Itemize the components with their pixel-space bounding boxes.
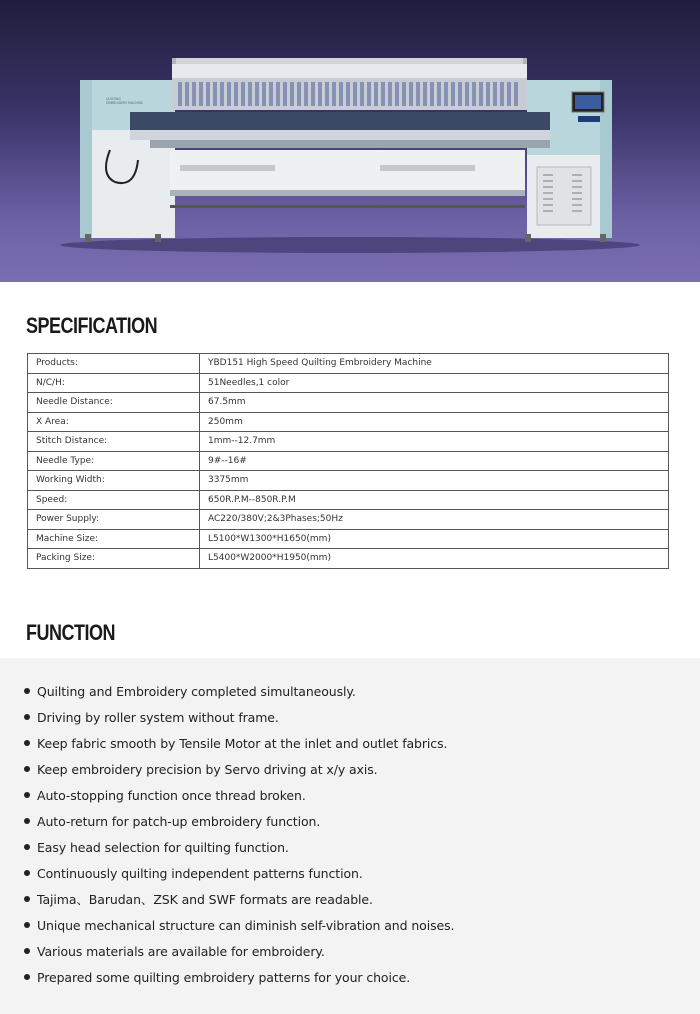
bullet-icon bbox=[24, 766, 30, 772]
spec-key: Machine Size: bbox=[28, 529, 200, 549]
spec-value: AC220/380V;2&3Phases;50Hz bbox=[200, 510, 669, 530]
function-item-text: Keep fabric smooth by Tensile Motor at the inlet and outlet fabrics. bbox=[37, 735, 448, 751]
spec-value: 9#--16# bbox=[200, 451, 669, 471]
spec-key: Working Width: bbox=[28, 471, 200, 491]
spec-row bbox=[28, 373, 669, 393]
function-item-text: Quilting and Embroidery completed simultaneously. bbox=[37, 683, 356, 699]
bullet-icon bbox=[24, 844, 30, 850]
bullet-icon bbox=[24, 896, 30, 902]
function-item-text: Driving by roller system without frame. bbox=[37, 709, 279, 725]
function-item-text: Keep embroidery precision by Servo driving at x/y axis. bbox=[37, 761, 378, 777]
function-item-text: Various materials are available for embroidery. bbox=[37, 943, 325, 959]
machine-image bbox=[0, 0, 700, 282]
function-item bbox=[24, 834, 454, 860]
bullet-icon bbox=[24, 818, 30, 824]
function-item-text: Tajima、Barudan、ZSK and SWF formats are readable. bbox=[37, 892, 373, 907]
function-list bbox=[24, 678, 454, 990]
function-item bbox=[24, 704, 454, 730]
function-item-text: Auto-stopping function once thread broken. bbox=[37, 787, 306, 803]
spec-value: YBD151 High Speed Quilting Embroidery Machine bbox=[200, 354, 669, 374]
spec-row bbox=[28, 510, 669, 530]
function-item bbox=[24, 938, 454, 964]
bullet-icon bbox=[24, 948, 30, 954]
bullet-icon bbox=[24, 714, 30, 720]
spec-key: Needle Distance: bbox=[28, 393, 200, 413]
spec-row bbox=[28, 471, 669, 491]
spec-key: Products: bbox=[28, 354, 200, 374]
bullet-icon bbox=[24, 740, 30, 746]
specification-table bbox=[27, 353, 669, 569]
spec-row bbox=[28, 354, 669, 374]
svg-text:EMBROIDERY MACHINE: EMBROIDERY MACHINE bbox=[106, 101, 143, 105]
bullet-icon bbox=[24, 922, 30, 928]
spec-key: X Area: bbox=[28, 412, 200, 432]
specification-heading: SPECIFICATION bbox=[26, 313, 158, 338]
spec-key: Speed: bbox=[28, 490, 200, 510]
spec-row bbox=[28, 451, 669, 471]
function-item bbox=[24, 886, 454, 912]
spec-value: L5400*W2000*H1950(mm) bbox=[200, 549, 669, 569]
function-item bbox=[24, 964, 454, 990]
spec-value: 3375mm bbox=[200, 471, 669, 491]
hero-banner bbox=[0, 0, 700, 282]
function-item bbox=[24, 756, 454, 782]
function-item bbox=[24, 808, 454, 834]
function-item-text: Prepared some quilting embroidery patterns for your choice. bbox=[37, 969, 411, 985]
spec-value: 51Needles,1 color bbox=[200, 373, 669, 393]
function-item bbox=[24, 782, 454, 808]
spec-row bbox=[28, 529, 669, 549]
bullet-icon bbox=[24, 870, 30, 876]
spec-value: L5100*W1300*H1650(mm) bbox=[200, 529, 669, 549]
spec-key: Needle Type: bbox=[28, 451, 200, 471]
spec-value: 650R.P.M--850R.P.M bbox=[200, 490, 669, 510]
function-item-text: Auto-return for patch-up embroidery function. bbox=[37, 813, 321, 829]
bullet-icon bbox=[24, 688, 30, 694]
spec-row bbox=[28, 412, 669, 432]
spec-key: Power Supply: bbox=[28, 510, 200, 530]
spec-key: Packing Size: bbox=[28, 549, 200, 569]
function-item bbox=[24, 860, 454, 886]
bullet-icon bbox=[24, 792, 30, 798]
spec-row bbox=[28, 490, 669, 510]
function-item-text: Continuously quilting independent patterns function. bbox=[37, 865, 363, 881]
function-item bbox=[24, 912, 454, 938]
spec-value: 250mm bbox=[200, 412, 669, 432]
spec-key: N/C/H: bbox=[28, 373, 200, 393]
spec-row bbox=[28, 432, 669, 452]
function-heading: FUNCTION bbox=[26, 620, 115, 645]
spec-key: Stitch Distance: bbox=[28, 432, 200, 452]
function-item-text: Unique mechanical structure can diminish self-vibration and noises. bbox=[37, 917, 455, 933]
function-item bbox=[24, 678, 454, 704]
function-item bbox=[24, 730, 454, 756]
spec-row bbox=[28, 549, 669, 569]
bullet-icon bbox=[24, 974, 30, 980]
spec-value: 67.5mm bbox=[200, 393, 669, 413]
function-item-text: Easy head selection for quilting function. bbox=[37, 839, 289, 855]
spec-row bbox=[28, 393, 669, 413]
svg-text:QUILTING: QUILTING bbox=[106, 97, 121, 101]
spec-value: 1mm--12.7mm bbox=[200, 432, 669, 452]
